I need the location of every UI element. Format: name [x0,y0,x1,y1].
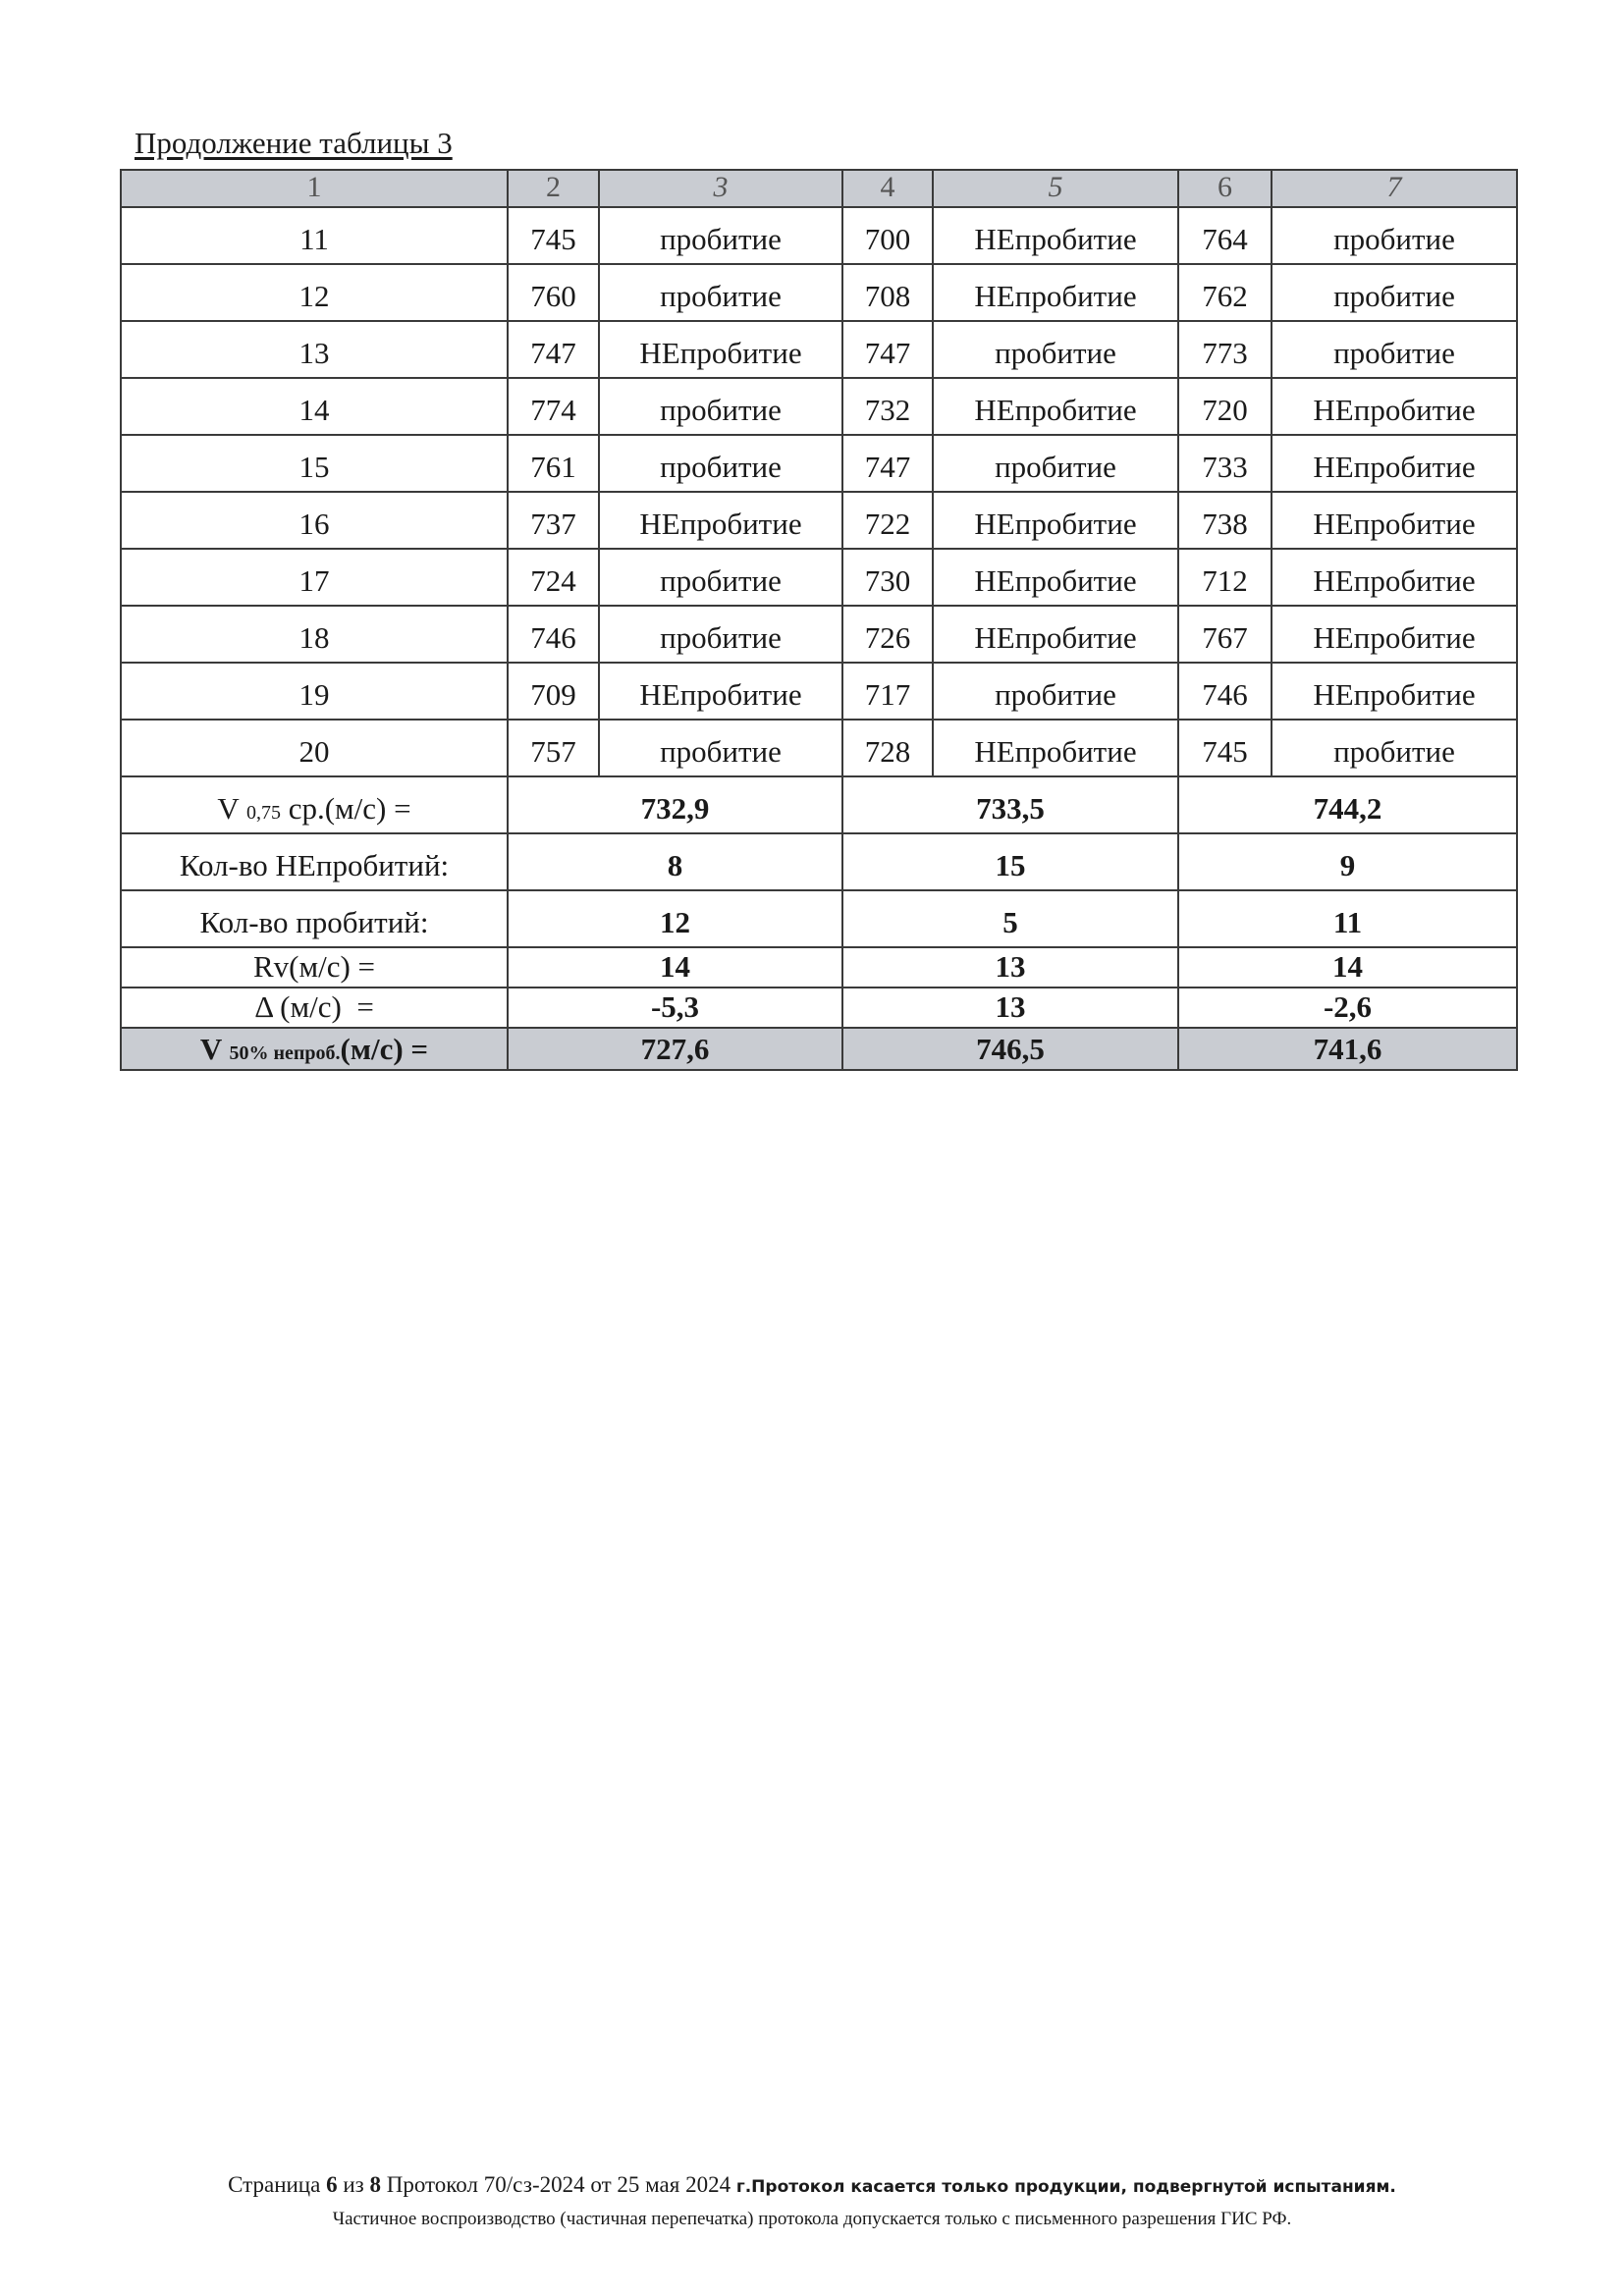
result-cell: НЕпробитие [1272,435,1517,492]
result-cell: пробитие [599,720,842,776]
velocity-cell: 761 [508,435,599,492]
velocity-cell: 737 [508,492,599,549]
shot-number: 16 [121,492,508,549]
table-caption: Продолжение таблицы 3 [135,126,453,160]
velocity-cell: 762 [1178,264,1272,321]
v50-value: 727,6 [508,1028,842,1070]
velocity-cell: 773 [1178,321,1272,378]
header-cell: 5 [933,170,1178,207]
result-cell: НЕпробитие [933,207,1178,264]
penetration-count-row [121,890,1517,947]
non-penetration-label: Кол-во НЕпробитий: [121,833,508,890]
non-penetration-value: 15 [842,833,1178,890]
shot-number: 12 [121,264,508,321]
footer-text: из [337,2172,370,2197]
table-row [121,321,1517,378]
result-cell: НЕпробитие [599,663,842,720]
page-footer-line1 [0,2172,1624,2198]
delta-row [121,988,1517,1028]
result-cell: НЕпробитие [933,492,1178,549]
result-cell: НЕпробитие [933,720,1178,776]
result-cell: пробитие [933,663,1178,720]
velocity-cell: 767 [1178,606,1272,663]
result-cell: НЕпробитие [933,606,1178,663]
delta-value: -5,3 [508,988,842,1028]
result-cell: пробитие [599,264,842,321]
result-cell: пробитие [1272,264,1517,321]
result-cell: пробитие [599,378,842,435]
v075-value: 744,2 [1178,776,1517,833]
velocity-cell: 712 [1178,549,1272,606]
velocity-cell: 720 [1178,378,1272,435]
footer-protocol: Протокол 70/сз-2024 от 25 мая 2024 [380,2172,736,2197]
table-row [121,549,1517,606]
velocity-cell: 747 [842,321,933,378]
table-row [121,207,1517,264]
result-cell: НЕпробитие [599,321,842,378]
rv-row [121,947,1517,988]
shot-number: 11 [121,207,508,264]
header-cell: 6 [1178,170,1272,207]
result-cell: НЕпробитие [933,378,1178,435]
result-cell: НЕпробитие [1272,492,1517,549]
penetration-value: 5 [842,890,1178,947]
rv-label: Rv(м/с) = [121,947,508,988]
table-row [121,378,1517,435]
table-row [121,264,1517,321]
delta-value: 13 [842,988,1178,1028]
velocity-cell: 732 [842,378,933,435]
v50-value: 746,5 [842,1028,1178,1070]
header-cell: 2 [508,170,599,207]
penetration-label: Кол-во пробитий: [121,890,508,947]
penetration-value: 11 [1178,890,1517,947]
velocity-cell: 733 [1178,435,1272,492]
result-cell: НЕпробитие [599,492,842,549]
table-row [121,720,1517,776]
velocity-cell: 745 [1178,720,1272,776]
velocity-cell: 738 [1178,492,1272,549]
header-cell: 4 [842,170,933,207]
rv-value: 14 [508,947,842,988]
rv-value: 14 [1178,947,1517,988]
shot-number: 14 [121,378,508,435]
result-cell: НЕпробитие [1272,663,1517,720]
v075-value: 733,5 [842,776,1178,833]
result-cell: пробитие [933,321,1178,378]
velocity-cell: 728 [842,720,933,776]
header-cell: 1 [121,170,508,207]
non-penetration-value: 8 [508,833,842,890]
shot-number: 19 [121,663,508,720]
velocity-cell: 746 [1178,663,1272,720]
velocity-cell: 717 [842,663,933,720]
page-number: 6 [326,2172,338,2197]
results-table [120,169,1518,1071]
page-footer-line2: Частичное воспроизводство (частичная перепечатка) протокола допускается только с письменного разрешения ГИС РФ. [332,2209,1292,2229]
header-row [121,170,1517,207]
table-row [121,663,1517,720]
velocity-cell: 760 [508,264,599,321]
result-cell: НЕпробитие [933,549,1178,606]
footer-text: Страница [228,2172,327,2197]
v075-label: V 0,75 ср.(м/с) = [121,776,508,833]
v075-row [121,776,1517,833]
page-total: 8 [369,2172,381,2197]
delta-value: -2,6 [1178,988,1517,1028]
delta-label: Δ (м/с) = [121,988,508,1028]
velocity-cell: 774 [508,378,599,435]
velocity-cell: 726 [842,606,933,663]
result-cell: НЕпробитие [1272,378,1517,435]
footer-disclaimer: г.Протокол касается только продукции, подвергнутой испытаниям. [735,2177,1396,2197]
velocity-cell: 745 [508,207,599,264]
velocity-cell: 708 [842,264,933,321]
penetration-value: 12 [508,890,842,947]
shot-number: 20 [121,720,508,776]
header-cell: 3 [599,170,842,207]
shot-number: 18 [121,606,508,663]
velocity-cell: 764 [1178,207,1272,264]
result-cell: пробитие [933,435,1178,492]
result-cell: пробитие [599,549,842,606]
v50-label: V 50% непроб.(м/с) = [121,1028,508,1070]
result-cell: пробитие [1272,207,1517,264]
v50-value: 741,6 [1178,1028,1517,1070]
v075-value: 732,9 [508,776,842,833]
shot-number: 13 [121,321,508,378]
result-cell: пробитие [599,435,842,492]
velocity-cell: 722 [842,492,933,549]
table-row [121,435,1517,492]
velocity-cell: 747 [508,321,599,378]
result-cell: НЕпробитие [1272,606,1517,663]
shot-number: 17 [121,549,508,606]
velocity-cell: 700 [842,207,933,264]
result-cell: НЕпробитие [1272,549,1517,606]
velocity-cell: 730 [842,549,933,606]
velocity-cell: 747 [842,435,933,492]
velocity-cell: 746 [508,606,599,663]
result-cell: пробитие [1272,321,1517,378]
shot-number: 15 [121,435,508,492]
table-row [121,492,1517,549]
header-cell: 7 [1272,170,1517,207]
v50-row [121,1028,1517,1070]
velocity-cell: 709 [508,663,599,720]
non-penetration-value: 9 [1178,833,1517,890]
result-cell: пробитие [599,606,842,663]
result-cell: НЕпробитие [933,264,1178,321]
velocity-cell: 757 [508,720,599,776]
table-row [121,606,1517,663]
non-penetration-count-row [121,833,1517,890]
result-cell: пробитие [1272,720,1517,776]
rv-value: 13 [842,947,1178,988]
result-cell: пробитие [599,207,842,264]
velocity-cell: 724 [508,549,599,606]
